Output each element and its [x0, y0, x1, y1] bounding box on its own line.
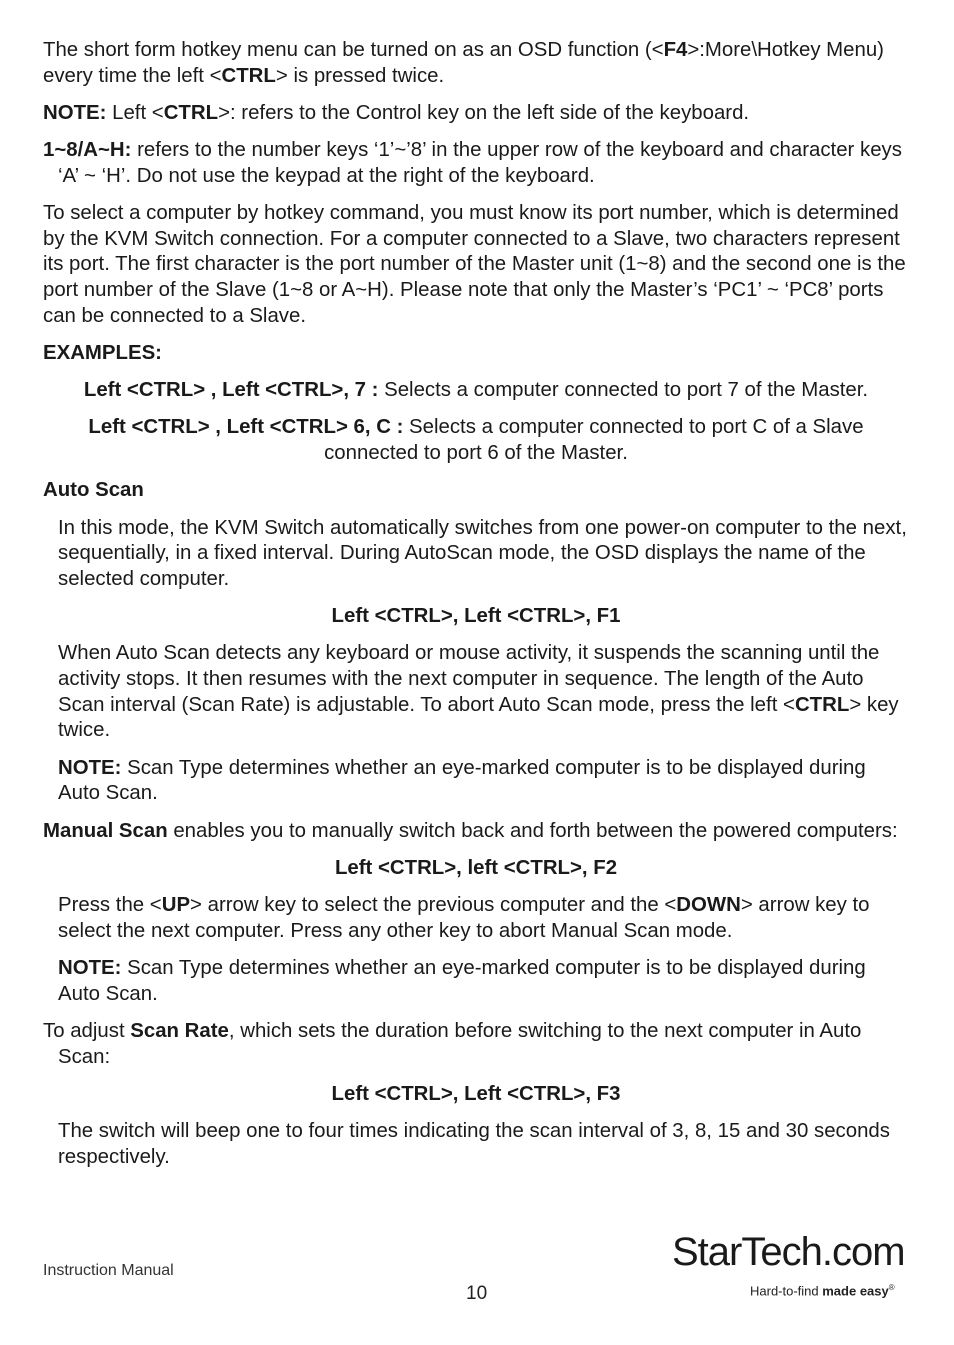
intro-paragraph: The short form hotkey menu can be turned on as an OSD function (<F4>:More\Hotkey Menu) every time the left <CTRL> is pressed twice.: [43, 39, 884, 87]
scan-rate-details: The switch will beep one to four times indicating the scan interval of 3, 8, 15 and 30 seconds respectively.: [58, 1119, 890, 1168]
auto-scan-description: In this mode, the KVM Switch automatically switches from one power-on computer to the next, sequentially, in a fixed interval. During AutoScan mode, the OSD displays the name of the selected computer.: [58, 516, 907, 590]
auto-scan-details: When Auto Scan detects any keyboard or mouse activity, it suspends the scanning until the activity stops. It then resumes with the next computer in sequence. The length of the Auto Scan interval (Scan Rate) is adjustable. To abort Auto Scan mode, press the left <CTRL> key twice.: [58, 642, 899, 742]
scan-rate-paragraph: To adjust Scan Rate, which sets the duration before switching to the next computer in Auto Scan:: [43, 1019, 862, 1068]
footer-manual-label: Instruction Manual: [43, 1262, 174, 1279]
auto-scan-command: Left <CTRL>, Left <CTRL>, F1: [331, 605, 621, 628]
page-number: 10: [466, 1283, 488, 1304]
example-2: Left <CTRL> , Left <CTRL> 6, C : Selects a computer connected to port C of a Slave connected to port 6 of the Master.: [88, 416, 864, 465]
manual-scan-command: Left <CTRL>, left <CTRL>, F2: [334, 856, 618, 879]
auto-scan-heading: Auto Scan: [43, 479, 144, 502]
note-ctrl: NOTE: Left <CTRL>: refers to the Control key on the left side of the keyboard.: [43, 101, 750, 124]
port-selection-paragraph: To select a computer by hotkey command, you must know its port number, which is determined by the KVM Switch connection. For a computer connected to a Slave, two characters represent its port. The first character is the port number of the Master unit (1~8) and the second one is the port number of the Slave (1~8 or A~H). Please note that only the Master’s ‘PC1’ ~ ‘PC8’ ports can be connected to a Slave.: [43, 202, 906, 327]
example-1: Left <CTRL> , Left <CTRL>, 7 : Selects a computer connected to port 7 of the Master.: [83, 379, 869, 402]
scan-rate-command: Left <CTRL>, Left <CTRL>, F3: [331, 1082, 621, 1105]
manual-scan-paragraph: Manual Scan enables you to manually switch back and forth between the powered computers:: [43, 819, 898, 842]
logo-tagline: Hard-to-find made easy®: [750, 1283, 895, 1299]
manual-page-body: [43, 38, 909, 1170]
examples-heading: EXAMPLES:: [43, 342, 162, 365]
key-range-note: 1~8/A~H: refers to the number keys ‘1’~’8’ in the upper row of the keyboard and character keys ‘A’ ~ ‘H’. Do not use the keypad at the right of the keyboard.: [43, 139, 902, 187]
logo-wordmark: StarTech.com: [672, 1230, 905, 1274]
manual-scan-details: Press the <UP> arrow key to select the previous computer and the <DOWN> arrow key to select the next computer. Press any other key to abort Manual Scan mode.: [58, 893, 870, 942]
manual-scan-note: NOTE: Scan Type determines whether an eye-marked computer is to be displayed during Auto Scan.: [58, 956, 866, 1005]
auto-scan-note: NOTE: Scan Type determines whether an eye-marked computer is to be displayed during Auto Scan.: [58, 756, 866, 805]
